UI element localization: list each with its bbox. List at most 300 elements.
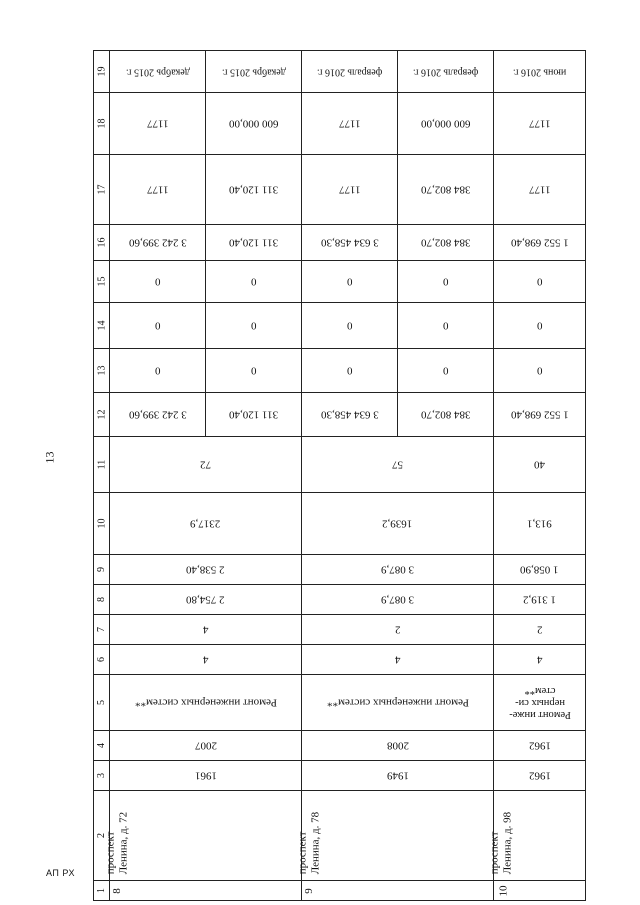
column-number-cell <box>94 761 110 791</box>
cell-text: 1 552 698,40 <box>510 236 569 249</box>
cell-value <box>206 225 301 260</box>
cell-text: 0 <box>250 364 257 377</box>
cell-text: декабрь 2015 г. <box>221 66 286 78</box>
cell-c16 <box>398 225 494 261</box>
cell-value <box>110 303 205 348</box>
column-number-text: 8 <box>96 597 107 602</box>
cell-text: 3 242 399,60 <box>128 408 187 421</box>
cell-text: 1 319,2 <box>523 593 556 606</box>
cell-c18 <box>206 93 302 155</box>
cell-text: 1949 <box>386 769 409 782</box>
cell-value <box>494 349 585 392</box>
column-number-text: 12 <box>96 409 107 420</box>
cell-value <box>110 675 301 730</box>
cell-c16 <box>110 225 206 261</box>
row-number-text: 9 <box>302 887 315 894</box>
cell-c18 <box>398 93 494 155</box>
cell-value <box>398 393 493 436</box>
column-number-text: 2 <box>96 833 107 838</box>
row-number <box>302 881 493 900</box>
table-line-col-16 <box>94 225 586 261</box>
column-number-text: 3 <box>96 773 107 778</box>
row-number <box>110 881 301 900</box>
cell-text: 1 058,90 <box>520 563 559 576</box>
cell-text: 600 000,00 <box>228 117 279 130</box>
cell-value <box>494 615 585 644</box>
cell-text: 57 <box>392 458 403 471</box>
cell-value <box>398 349 493 392</box>
cell-c6 <box>494 645 586 675</box>
column-number <box>94 585 109 614</box>
cell-text: 0 <box>250 319 257 332</box>
column-number <box>94 615 109 644</box>
column-number-text: 6 <box>96 657 107 662</box>
column-number <box>94 303 109 348</box>
cell-text: 1177 <box>528 183 551 196</box>
cell-value <box>494 493 585 554</box>
address-text <box>105 812 130 874</box>
column-number-text: 15 <box>96 276 107 287</box>
cell-text: 1177 <box>146 117 169 130</box>
column-number <box>94 493 109 554</box>
address-cell <box>296 791 494 881</box>
cell-text: 40 <box>534 458 545 471</box>
cell-value <box>494 261 585 302</box>
table-line-col-1 <box>94 881 586 901</box>
cell-c11 <box>110 437 302 493</box>
column-number-text: 18 <box>96 118 107 129</box>
cell-value <box>398 93 493 154</box>
cell-value <box>302 155 397 224</box>
row-number-text: 10 <box>497 885 510 896</box>
footer-code: АП РХ <box>46 868 75 878</box>
column-number-cell <box>94 493 110 555</box>
cell-c12 <box>398 393 494 437</box>
address-text <box>297 812 322 874</box>
column-number-cell <box>94 93 110 155</box>
address-line-1: проспект <box>488 831 501 874</box>
cell-text: 2 754,80 <box>186 593 225 606</box>
cell-c15 <box>494 261 586 303</box>
cell-text: февраль 2016 г. <box>412 66 479 78</box>
column-number-cell <box>94 51 110 93</box>
cell-value <box>494 437 585 492</box>
cell-value <box>110 225 205 260</box>
cell-text: 3 242 399,60 <box>128 236 187 249</box>
cell-text: 3 087,9 <box>381 563 414 576</box>
cell-text: 311 120,40 <box>228 183 279 196</box>
cell-text: 311 120,40 <box>228 408 279 421</box>
cell-value <box>494 303 585 348</box>
cell-value <box>206 93 301 154</box>
cell-value <box>206 261 301 302</box>
cell-text: 0 <box>346 364 353 377</box>
cell-c13 <box>398 349 494 393</box>
cell-text: 1177 <box>528 117 551 130</box>
repair-schedule-table <box>93 50 586 901</box>
address <box>296 791 493 880</box>
table-line-col-18 <box>94 93 586 155</box>
cell-value <box>110 155 205 224</box>
cell-text: 2317,9 <box>190 517 221 530</box>
table-line-col-12 <box>94 393 586 437</box>
column-number <box>94 881 109 900</box>
column-number-cell <box>94 261 110 303</box>
column-number <box>94 93 109 154</box>
cell-value <box>302 675 493 730</box>
cell-value <box>110 555 301 584</box>
column-number-text: 13 <box>96 365 107 376</box>
column-number <box>94 555 109 584</box>
column-number-cell <box>94 349 110 393</box>
cell-value <box>494 555 585 584</box>
cell-c6 <box>110 645 302 675</box>
cell-c5 <box>110 675 302 731</box>
cell-value <box>494 585 585 614</box>
row-number-text: 8 <box>110 887 123 894</box>
column-number-text: 17 <box>96 184 107 195</box>
column-number <box>94 51 109 92</box>
address <box>104 791 301 880</box>
cell-text: 1 552 698,40 <box>510 408 569 421</box>
cell-c5 <box>302 675 494 731</box>
cell-value <box>398 155 493 224</box>
cell-text: Ремонт инже-нерных си-стем** <box>508 685 571 721</box>
cell-value <box>494 393 585 436</box>
address-line-1: проспект <box>104 831 117 874</box>
cell-c8 <box>110 585 302 615</box>
cell-c16 <box>206 225 302 261</box>
cell-value <box>206 303 301 348</box>
address-line-1: проспект <box>296 831 309 874</box>
cell-c12 <box>110 393 206 437</box>
cell-c15 <box>302 261 398 303</box>
cell-value <box>110 393 205 436</box>
cell-c5 <box>494 675 586 731</box>
cell-text: 3 634 458,30 <box>320 408 379 421</box>
table-line-col-4 <box>94 731 586 761</box>
table-line-col-19 <box>94 51 586 93</box>
cell-c7 <box>302 615 494 645</box>
cell-text: 3 634 458,30 <box>320 236 379 249</box>
cell-value <box>110 615 301 644</box>
column-number-cell <box>94 155 110 225</box>
cell-value <box>110 261 205 302</box>
table-line-col-15 <box>94 261 586 303</box>
cell-c10 <box>494 493 586 555</box>
cell-text: 311 120,40 <box>228 236 279 249</box>
table-line-col-5 <box>94 675 586 731</box>
cell-c12 <box>206 393 302 437</box>
cell-value <box>494 731 585 760</box>
column-number <box>94 225 109 260</box>
column-number-cell <box>94 731 110 761</box>
cell-value <box>110 731 301 760</box>
column-number-text: 9 <box>96 567 107 572</box>
column-number-cell <box>94 881 110 901</box>
cell-text: 913,1 <box>527 517 552 530</box>
cell-c7 <box>494 615 586 645</box>
column-number <box>94 645 109 674</box>
table-line-col-11 <box>94 437 586 493</box>
cell-value <box>494 93 585 154</box>
cell-text: 384 802,70 <box>420 408 471 421</box>
cell-value <box>302 349 397 392</box>
cell-value <box>494 761 585 790</box>
cell-text: 0 <box>346 319 353 332</box>
cell-text: 4 <box>394 653 401 666</box>
column-number-cell <box>94 393 110 437</box>
cell-value <box>494 225 585 260</box>
cell-value <box>302 645 493 674</box>
column-number <box>94 437 109 492</box>
cell-text: 1962 <box>528 739 551 752</box>
cell-value <box>206 51 301 92</box>
cell-value <box>398 51 493 92</box>
cell-text: 0 <box>442 319 449 332</box>
cell-c13 <box>494 349 586 393</box>
cell-c11 <box>494 437 586 493</box>
column-number-text: 4 <box>96 743 107 748</box>
cell-c3 <box>110 761 302 791</box>
cell-value <box>110 349 205 392</box>
cell-c17 <box>302 155 398 225</box>
cell-value <box>110 585 301 614</box>
row-number <box>494 881 585 900</box>
column-number-text: 1 <box>96 888 107 893</box>
cell-value <box>398 303 493 348</box>
table-line-col-17 <box>94 155 586 225</box>
column-number-text: 7 <box>96 627 107 632</box>
cell-text: 2007 <box>194 739 217 752</box>
cell-value <box>302 393 397 436</box>
address-text <box>489 812 514 874</box>
cell-c19 <box>110 51 206 93</box>
cell-value <box>398 225 493 260</box>
cell-c15 <box>206 261 302 303</box>
cell-text: 0 <box>536 275 543 288</box>
address-cell <box>104 791 302 881</box>
table-line-col-9 <box>94 555 586 585</box>
cell-c19 <box>494 51 586 93</box>
cell-value <box>110 93 205 154</box>
cell-c15 <box>398 261 494 303</box>
cell-text: июнь 2016 г. <box>512 66 567 78</box>
cell-value <box>494 51 585 92</box>
cell-value <box>494 645 585 674</box>
cell-text: 0 <box>154 275 161 288</box>
column-number <box>94 675 109 730</box>
cell-text: 1177 <box>338 183 361 196</box>
table-line-col-8 <box>94 585 586 615</box>
cell-c9 <box>302 555 494 585</box>
cell-c11 <box>302 437 494 493</box>
cell-c17 <box>110 155 206 225</box>
cell-value <box>206 155 301 224</box>
cell-c6 <box>302 645 494 675</box>
cell-text: 384 802,70 <box>420 236 471 249</box>
cell-c3 <box>494 761 586 791</box>
cell-c3 <box>302 761 494 791</box>
cell-c18 <box>302 93 398 155</box>
cell-c13 <box>110 349 206 393</box>
address <box>488 791 585 880</box>
cell-c12 <box>494 393 586 437</box>
cell-c8 <box>494 585 586 615</box>
cell-text: 600 000,00 <box>420 117 471 130</box>
cell-c9 <box>494 555 586 585</box>
table-line-col-6 <box>94 645 586 675</box>
cell-text: 1962 <box>528 769 551 782</box>
column-number-cell <box>94 675 110 731</box>
cell-text: 0 <box>250 275 257 288</box>
table-line-col-7 <box>94 615 586 645</box>
cell-text: 4 <box>536 653 543 666</box>
cell-text: 1177 <box>146 183 169 196</box>
cell-value <box>110 493 301 554</box>
cell-text: 0 <box>346 275 353 288</box>
cell-c16 <box>302 225 398 261</box>
cell-value <box>398 261 493 302</box>
cell-value <box>206 349 301 392</box>
cell-text: 1961 <box>194 769 217 782</box>
column-number-cell <box>94 615 110 645</box>
column-number-cell <box>94 645 110 675</box>
cell-c9 <box>110 555 302 585</box>
column-number <box>94 261 109 302</box>
cell-c16 <box>494 225 586 261</box>
column-number-cell <box>94 585 110 615</box>
cell-value <box>302 261 397 302</box>
cell-text: 1177 <box>338 117 361 130</box>
cell-c14 <box>206 303 302 349</box>
cell-value <box>302 761 493 790</box>
column-number-cell <box>94 303 110 349</box>
table-line-col-14 <box>94 303 586 349</box>
cell-c8 <box>302 585 494 615</box>
column-number-text: 5 <box>96 700 107 705</box>
cell-text: 4 <box>202 623 209 636</box>
cell-value <box>302 93 397 154</box>
cell-c14 <box>110 303 206 349</box>
cell-value <box>206 393 301 436</box>
column-number-text: 16 <box>96 237 107 248</box>
cell-c7 <box>110 615 302 645</box>
cell-text: 2 <box>394 623 401 636</box>
column-number <box>94 155 109 224</box>
cell-c13 <box>206 349 302 393</box>
cell-c13 <box>302 349 398 393</box>
column-number-cell <box>94 437 110 493</box>
cell-value <box>494 155 585 224</box>
cell-c12 <box>302 393 398 437</box>
cell-text: февраль 2016 г. <box>316 66 383 78</box>
cell-value <box>302 303 397 348</box>
cell-c17 <box>494 155 586 225</box>
address-cell <box>488 791 586 881</box>
cell-text: 384 802,70 <box>420 183 471 196</box>
cell-c10 <box>302 493 494 555</box>
cell-value <box>494 675 585 730</box>
row-number-cell <box>302 881 494 901</box>
cell-c19 <box>398 51 494 93</box>
cell-text: Ремонт инженерных систем** <box>326 696 469 709</box>
cell-c19 <box>206 51 302 93</box>
column-number-cell <box>94 225 110 261</box>
cell-c4 <box>494 731 586 761</box>
cell-text: 1639,2 <box>382 517 413 530</box>
table-line-col-2 <box>94 791 586 881</box>
cell-c17 <box>398 155 494 225</box>
cell-value <box>302 615 493 644</box>
cell-c14 <box>302 303 398 349</box>
cell-text: 0 <box>536 364 543 377</box>
table-line-col-10 <box>94 493 586 555</box>
table-line-col-3 <box>94 761 586 791</box>
cell-value <box>302 51 397 92</box>
cell-c14 <box>398 303 494 349</box>
cell-c19 <box>302 51 398 93</box>
page-number: 13 <box>42 451 57 464</box>
cell-c10 <box>110 493 302 555</box>
cell-value <box>302 731 493 760</box>
cell-text: Ремонт инженерных систем** <box>134 696 277 709</box>
column-number <box>94 761 109 790</box>
cell-text: 0 <box>154 364 161 377</box>
cell-c4 <box>302 731 494 761</box>
cell-value <box>110 761 301 790</box>
cell-text: 2 538,40 <box>186 563 225 576</box>
column-number <box>94 349 109 392</box>
cell-c18 <box>110 93 206 155</box>
cell-value <box>302 555 493 584</box>
cell-value <box>110 645 301 674</box>
cell-text: декабрь 2015 г. <box>125 66 190 78</box>
cell-c4 <box>110 731 302 761</box>
column-number <box>94 731 109 760</box>
column-number-text: 19 <box>96 66 107 77</box>
cell-text: 2 <box>536 623 543 636</box>
cell-text: 2008 <box>386 739 409 752</box>
cell-c14 <box>494 303 586 349</box>
column-number-text: 11 <box>95 459 107 470</box>
column-number-cell <box>94 555 110 585</box>
address-line-2: Ленина, д. 78 <box>309 811 322 874</box>
cell-value <box>302 585 493 614</box>
column-number-text: 14 <box>96 320 107 331</box>
cell-value <box>302 437 493 492</box>
row-number-cell <box>110 881 302 901</box>
address-line-2: Ленина, д. 72 <box>117 811 130 874</box>
cell-text: 4 <box>202 653 209 666</box>
cell-text: 72 <box>200 458 211 471</box>
cell-value <box>302 493 493 554</box>
column-number <box>94 393 109 436</box>
row-number-cell <box>494 881 586 901</box>
address-line-2: Ленина, д. 98 <box>501 811 514 874</box>
cell-value <box>110 437 301 492</box>
cell-text: 0 <box>154 319 161 332</box>
cell-c17 <box>206 155 302 225</box>
cell-value <box>302 225 397 260</box>
table-line-col-13 <box>94 349 586 393</box>
cell-c18 <box>494 93 586 155</box>
cell-value <box>110 51 205 92</box>
cell-text: 0 <box>442 275 449 288</box>
cell-text: 0 <box>536 319 543 332</box>
cell-c15 <box>110 261 206 303</box>
column-number-text: 10 <box>96 518 107 529</box>
